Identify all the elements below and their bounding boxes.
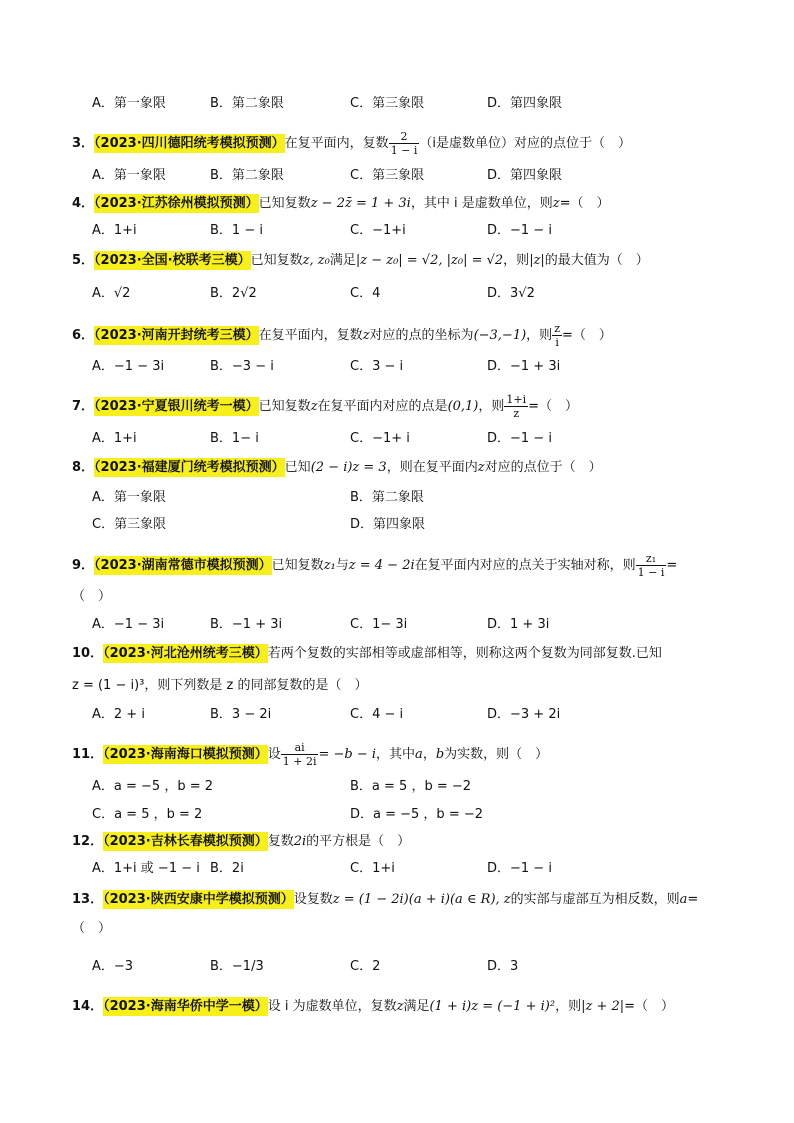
question-text: =: [666, 558, 678, 573]
question-text: ，则: [555, 999, 582, 1014]
question-stem: [72, 458, 602, 478]
math-expression: 2i: [293, 834, 307, 849]
math-expression: z = (1 − 2i)(a + i)(a ∈ R), z: [332, 892, 511, 907]
question-number: 3．: [72, 136, 95, 151]
fraction-denominator: z: [513, 407, 520, 420]
source-highlight: （2023·湖南常德市模拟预测）: [94, 558, 272, 573]
option-choice[interactable]: B．第二象限: [350, 490, 424, 505]
question-text: 设: [267, 747, 281, 762]
question-continuation: z = (1 − i)³，则下列数是 z 的同部复数的是（ ）: [72, 678, 368, 693]
question-text: （i是虚数单位）对应的点位于（ ）: [419, 136, 632, 151]
row-question: [0, 552, 794, 579]
option-choice[interactable]: C．3 − i: [350, 359, 404, 374]
option-choice[interactable]: A．−1 − 3i: [92, 617, 165, 632]
option-choice[interactable]: A．−1 − 3i: [92, 359, 165, 374]
option-choice[interactable]: C．1+i: [350, 861, 395, 876]
question-text: 已知: [284, 460, 311, 475]
row-options: [0, 284, 794, 304]
question-text: 满足: [403, 999, 430, 1014]
question-text: ，: [422, 747, 436, 762]
option-choice[interactable]: C．1− 3i: [350, 617, 408, 632]
option-choice[interactable]: B．−1/3: [210, 959, 264, 974]
question-number: 12．: [72, 834, 104, 849]
option-choice[interactable]: A．第一象限: [92, 490, 166, 505]
source-highlight: （2023·陕西安康中学模拟预测）: [103, 892, 294, 907]
row-question: [0, 130, 794, 157]
question-number: 8．: [72, 460, 95, 475]
math-expression: (0,1): [447, 399, 479, 414]
question-number: 11．: [72, 747, 104, 762]
question-text: =（ ）: [561, 328, 612, 343]
option-choice[interactable]: D．第四象限: [350, 517, 426, 532]
math-expression: z: [477, 460, 485, 475]
option-choice[interactable]: D．a = −5 ，b = −2: [350, 807, 484, 822]
option-choice[interactable]: C．4 − i: [350, 707, 404, 722]
row-options: [0, 429, 794, 449]
question-text: 在复平面内，复数: [284, 136, 389, 151]
question-text: =（ ）: [559, 196, 610, 211]
source-highlight: （2023·海南海口模拟预测）: [103, 747, 268, 762]
question-text: 设 i 为虚数单位，复数: [267, 999, 397, 1014]
option-choice[interactable]: A．1+i: [92, 223, 137, 238]
source-highlight: （2023·河南开封统考三模）: [94, 328, 259, 343]
option-choice[interactable]: A．2 + i: [92, 707, 145, 722]
question-number: 7．: [72, 399, 95, 414]
option-choice[interactable]: B．1 − i: [210, 223, 263, 238]
question-text: ，则在复平面内: [386, 460, 478, 475]
question-text: ，则: [503, 253, 530, 268]
question-text: 已知复数: [258, 196, 311, 211]
question-number: 6．: [72, 328, 95, 343]
row-options: [0, 94, 794, 114]
question-text: 已知复数: [250, 253, 303, 268]
fraction: [389, 130, 420, 157]
fraction: [504, 393, 528, 420]
source-highlight: （2023·江苏徐州模拟预测）: [94, 196, 259, 211]
fraction: [281, 741, 319, 768]
row-options: [0, 166, 794, 186]
question-continuation: （ ）: [72, 589, 112, 604]
option-choice[interactable]: D．1 + 3i: [487, 617, 550, 632]
question-text: =（ ）: [528, 399, 579, 414]
question-text: 的实部与虚部互为相反数，则: [510, 892, 680, 907]
math-expression: z: [396, 999, 404, 1014]
question-text: 的平方根是（ ）: [306, 834, 411, 849]
question-text: =: [687, 892, 699, 907]
math-expression: z − 2z̄ = 1 + 3i: [310, 196, 411, 211]
option-choice[interactable]: C．a = 5 ，b = 2: [92, 807, 203, 822]
question-text: 为实数，则（ ）: [444, 747, 549, 762]
math-expression: z = 4 − 2i: [348, 558, 415, 573]
option-choice[interactable]: D．第四象限: [487, 168, 563, 183]
option-choice[interactable]: B．2i: [210, 861, 244, 876]
question-number: 14．: [72, 999, 104, 1014]
option-choice[interactable]: D．3: [487, 959, 519, 974]
option-choice[interactable]: C．第三象限: [92, 517, 167, 532]
math-expression: z: [362, 328, 370, 343]
row-options: [0, 488, 794, 508]
option-choice[interactable]: D．−1 + 3i: [487, 359, 561, 374]
row-options: [0, 705, 794, 725]
question-text: =（ ）: [624, 999, 675, 1014]
question-stem: [72, 832, 410, 852]
fraction-denominator: 1 − i: [637, 566, 665, 579]
option-choice[interactable]: D．−1 − i: [487, 861, 552, 876]
fraction-numerator: 1+i: [506, 393, 527, 406]
row-options: [0, 957, 794, 977]
row-plain: [0, 919, 794, 939]
math-expression: z: [310, 399, 318, 414]
fraction-numerator: z₁: [636, 552, 667, 566]
question-continuation: （ ）: [72, 921, 112, 936]
option-choice[interactable]: A．−3: [92, 959, 134, 974]
option-choice[interactable]: A．第一象限: [92, 96, 166, 111]
option-choice[interactable]: D．−1 − i: [487, 431, 552, 446]
question-text: 在复平面内，复数: [258, 328, 363, 343]
row-question: [0, 741, 794, 768]
question-text: ，其中 i 是虚数单位，则: [410, 196, 553, 211]
question-text: 已知复数: [271, 558, 324, 573]
row-question: [0, 997, 794, 1017]
row-question: [0, 322, 794, 349]
fraction-numerator: 2: [389, 130, 420, 144]
math-expression: a: [679, 892, 688, 907]
option-choice[interactable]: A．第一象限: [92, 168, 166, 183]
question-stem: [72, 890, 698, 910]
question-number: 13．: [72, 892, 104, 907]
option-choice[interactable]: C．4: [350, 286, 381, 301]
row-question: [0, 458, 794, 478]
option-choice[interactable]: A．√2: [92, 286, 131, 301]
row-plain: [0, 587, 794, 607]
math-expression: |z + 2|: [581, 999, 625, 1014]
option-choice[interactable]: B．第二象限: [210, 96, 284, 111]
row-question: [0, 251, 794, 271]
source-highlight: （2023·吉林长春模拟预测）: [103, 834, 268, 849]
option-choice[interactable]: C．2: [350, 959, 381, 974]
question-stem: [72, 130, 631, 157]
source-highlight: （2023·海南华侨中学一模）: [103, 999, 268, 1014]
question-stem: [72, 741, 548, 768]
question-number: 10．: [72, 646, 104, 661]
math-expression: z, z₀: [302, 253, 330, 268]
question-text: ，则: [526, 328, 553, 343]
question-number: 9．: [72, 558, 95, 573]
math-expression: a: [415, 747, 423, 762]
option-choice[interactable]: B．−3 − i: [210, 359, 274, 374]
row-options: [0, 221, 794, 241]
row-question: [0, 393, 794, 420]
question-stem: [72, 552, 677, 579]
source-highlight: （2023·宁夏银川统考一模）: [94, 399, 259, 414]
row-question: [0, 194, 794, 214]
fraction-denominator: 1 − i: [390, 144, 418, 157]
option-choice[interactable]: C．第三象限: [350, 96, 425, 111]
math-expression: |z − z₀| = √2, |z₀| = √2: [355, 253, 504, 268]
option-choice[interactable]: B．−1 + 3i: [210, 617, 283, 632]
question-text: 的最大值为（ ）: [544, 253, 649, 268]
option-choice[interactable]: B．3 − 2i: [210, 707, 272, 722]
option-choice[interactable]: A．1+i 或 −1 − i: [92, 861, 200, 876]
row-question: [0, 832, 794, 852]
question-text: ，则: [478, 399, 505, 414]
question-text: 与: [335, 558, 349, 573]
option-choice[interactable]: D．−1 − i: [487, 223, 552, 238]
question-number: 5．: [72, 253, 95, 268]
source-highlight: （2023·全国·校联考三模）: [94, 253, 251, 268]
row-options: [0, 805, 794, 825]
fraction-numerator: z: [554, 322, 560, 335]
fraction-denominator: 1 + 2i: [282, 755, 317, 768]
fraction-numerator: ai: [281, 741, 319, 755]
question-text: 对应的点的坐标为: [369, 328, 474, 343]
question-text: 复数: [267, 834, 294, 849]
math-expression: b: [435, 747, 445, 762]
option-choice[interactable]: B．a = 5 ，b = −2: [350, 779, 472, 794]
question-text: 在复平面内对应的点关于实轴对称，则: [414, 558, 636, 573]
fraction-denominator: i: [555, 336, 559, 349]
math-expression: z: [552, 196, 560, 211]
row-plain: [0, 676, 794, 696]
option-choice[interactable]: B．第二象限: [210, 168, 284, 183]
question-text: 设复数: [293, 892, 333, 907]
option-choice[interactable]: A．1+i: [92, 431, 137, 446]
question-text: 已知复数: [258, 399, 311, 414]
option-choice[interactable]: C．−1+i: [350, 223, 406, 238]
option-choice[interactable]: A．a = −5 ，b = 2: [92, 779, 213, 794]
option-choice[interactable]: D．−3 + 2i: [487, 707, 561, 722]
question-text: 在复平面内对应的点是: [317, 399, 448, 414]
question-text: 对应的点位于（ ）: [484, 460, 602, 475]
source-highlight: （2023·福建厦门统考模拟预测）: [94, 460, 285, 475]
fraction: [552, 322, 562, 349]
question-text: ，其中: [376, 747, 416, 762]
question-text: 满足: [329, 253, 356, 268]
question-stem: [72, 997, 674, 1017]
option-choice[interactable]: D．3√2: [487, 286, 535, 301]
row-options: [0, 357, 794, 377]
math-expression: (−3,−1): [473, 328, 527, 343]
math-expression: (1 + i)z = (−1 + i)²: [429, 999, 556, 1014]
option-choice[interactable]: C．第三象限: [350, 168, 425, 183]
fraction: [636, 552, 667, 579]
row-options: [0, 777, 794, 797]
option-choice[interactable]: B．2√2: [210, 286, 257, 301]
question-stem: [72, 393, 578, 420]
question-stem: [72, 194, 609, 214]
question-number: 4．: [72, 196, 95, 211]
math-expression: |z|: [529, 253, 545, 268]
question-stem: [72, 644, 662, 664]
row-question: [0, 890, 794, 910]
question-text: 若两个复数的实部相等或虚部相等，则称这两个复数为同部复数.已知: [267, 646, 662, 661]
option-choice[interactable]: C．−1+ i: [350, 431, 410, 446]
source-highlight: （2023·河北沧州统考三模）: [103, 646, 268, 661]
row-question: [0, 644, 794, 664]
row-options: [0, 515, 794, 535]
option-choice[interactable]: D．第四象限: [487, 96, 563, 111]
math-expression: = −b − i: [318, 747, 377, 762]
row-options: [0, 615, 794, 635]
math-expression: z₁: [323, 558, 336, 573]
source-highlight: （2023·四川德阳统考模拟预测）: [94, 136, 285, 151]
option-choice[interactable]: B．1− i: [210, 431, 259, 446]
row-options: [0, 859, 794, 879]
math-expression: (2 − i)z = 3: [310, 460, 387, 475]
question-stem: [72, 251, 649, 271]
question-stem: [72, 322, 612, 349]
